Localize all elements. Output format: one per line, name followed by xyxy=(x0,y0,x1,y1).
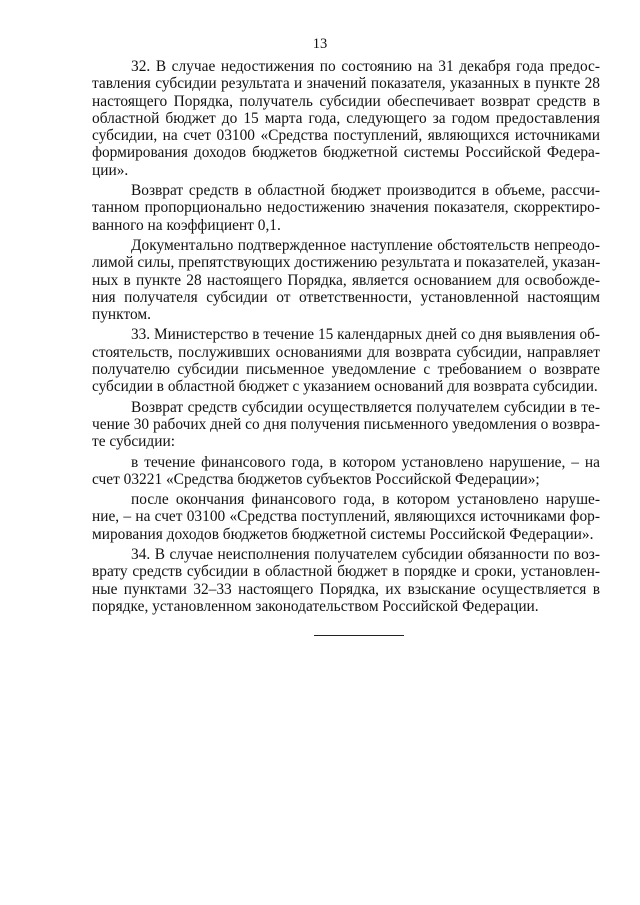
text-line: пунктом. xyxy=(92,306,151,324)
text-line: врату средств субсидии в областной бюджет в порядке и сроки, установлен- xyxy=(92,563,600,581)
text-line: ванного на коэффициент 0,1. xyxy=(92,216,281,234)
page-number: 13 xyxy=(312,36,328,52)
text-line: после окончания финансового года, в котором установлено наруше- xyxy=(131,491,600,509)
end-separator-line xyxy=(314,635,404,636)
text-line: стоятельств, послуживших основаниями для возврата субсидии, направляет xyxy=(92,343,600,361)
text-line: лимой силы, препятствующих достижению результата и показателей, указан- xyxy=(92,254,601,272)
text-line: те субсидии: xyxy=(92,433,176,451)
text-line: ние, – на счет 03100 «Средства поступлений, являющихся источниками фор- xyxy=(92,508,600,526)
text-line: в течение финансового года, в котором установлено нарушение, – на xyxy=(131,453,600,471)
paragraph xyxy=(92,491,600,543)
paragraph xyxy=(92,237,600,323)
paragraph xyxy=(92,546,600,615)
text-line: 34. В случае неисполнения получателем субсидии обязанности по воз- xyxy=(131,546,600,564)
text-line: ные пунктами 32–33 настоящего Порядка, их взыскание осуществляется в xyxy=(92,580,600,598)
document-body xyxy=(92,58,600,618)
text-line: счет 03221 «Средства бюджетов субъектов Российской Федерации»; xyxy=(92,470,540,488)
paragraph xyxy=(92,399,600,451)
text-line: областной бюджет до 15 марта года, следующего за годом предоставления xyxy=(92,109,600,127)
text-line: формирования доходов бюджетов бюджетной системы Российской Федера- xyxy=(92,144,600,162)
text-line: мирования доходов бюджетов бюджетной системы Российской Федерации». xyxy=(92,525,594,543)
text-line: получателю субсидии письменное уведомление с требованием о возврате xyxy=(92,361,600,379)
paragraph xyxy=(92,182,600,234)
paragraph xyxy=(92,454,600,489)
text-line: 33. Министерство в течение 15 календарных дней со дня выявления об- xyxy=(131,326,600,344)
text-line: Возврат средств в областной бюджет производится в объеме, рассчи- xyxy=(131,182,600,200)
text-line: танном пропорционально недостижению значения показателя, скорректиро- xyxy=(92,199,600,217)
text-line: субсидии, на счет 03100 «Средства поступлений, являющихся источниками xyxy=(92,127,600,145)
paragraph xyxy=(92,326,600,395)
text-line: чение 30 рабочих дней со дня получения письменного уведомления о возвра- xyxy=(92,415,600,433)
text-line: ции». xyxy=(92,161,129,179)
paragraph xyxy=(92,58,600,179)
text-line: Документально подтвержденное наступление обстоятельств непреодо- xyxy=(131,236,600,254)
text-line: субсидии в областной бюджет с указанием оснований для возврата субсидии. xyxy=(92,378,598,396)
text-line: 32. В случае недостижения по состоянию на 31 декабря года предос- xyxy=(131,58,600,75)
text-line: порядке, установленном законодательством Российской Федерации. xyxy=(92,597,539,615)
text-line: настоящего Порядка, получатель субсидии обеспечивает возврат средств в xyxy=(92,92,600,110)
text-line: тавления субсидии результата и значений показателя, указанных в пункте 28 xyxy=(92,75,600,93)
text-line: ния получателя субсидии от ответственности, установленной настоящим xyxy=(92,288,600,306)
text-line: ных в пункте 28 настоящего Порядка, является основанием для освобожде- xyxy=(92,271,600,289)
text-line: Возврат средств субсидии осуществляется получателем субсидии в те- xyxy=(131,398,600,416)
